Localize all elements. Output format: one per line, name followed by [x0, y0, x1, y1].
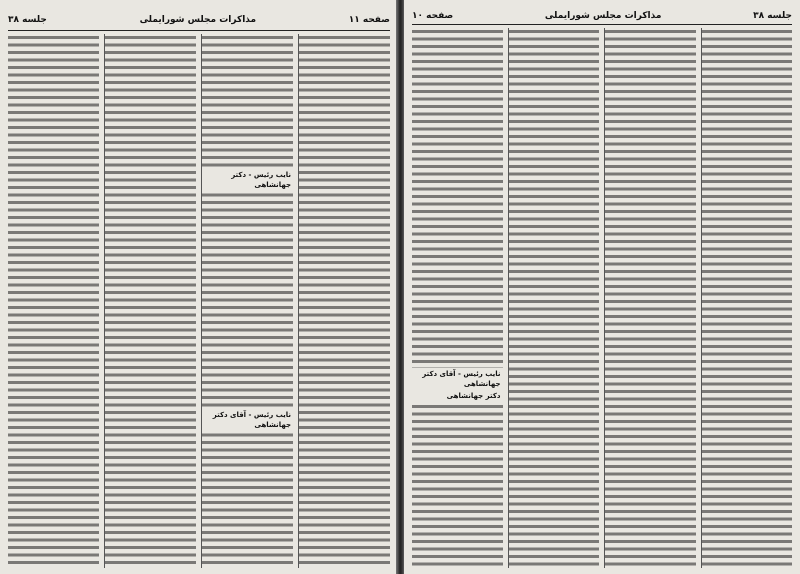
- right-page: [404, 0, 800, 574]
- left-page: [0, 0, 398, 574]
- session-label: جلسه ۳۸: [753, 11, 792, 21]
- text-column: [8, 34, 99, 568]
- text-column: [298, 34, 390, 568]
- text-column: [604, 28, 696, 568]
- text-column: [201, 34, 293, 568]
- page-header: [8, 12, 390, 28]
- publication-title: مذاکرات مجلس شورایملی: [544, 11, 662, 21]
- session-label: جلسه ۳۸: [8, 15, 47, 25]
- speaker-heading: نایب رئیس - آقای دکتر جهانشاهی: [202, 409, 293, 431]
- text-column: [701, 28, 793, 568]
- speaker-heading: نایب رئیس - آقای دکتر جهانشاهی: [412, 368, 503, 390]
- header-rule: [412, 24, 792, 25]
- text-column: [412, 28, 503, 568]
- text-column: [104, 34, 196, 568]
- speaker-heading: نایب رئیس - دکتر جهانشاهی: [202, 169, 293, 191]
- page-number: صفحه ۱۰: [412, 11, 454, 21]
- header-rule: [8, 30, 390, 31]
- text-column: [508, 28, 600, 568]
- speaker-heading: دکتر جهانشاهی: [412, 390, 503, 402]
- page-header: [412, 8, 792, 24]
- page-number: صفحه ۱۱: [348, 15, 390, 25]
- publication-title: مذاکرات مجلس شورایملی: [139, 15, 257, 25]
